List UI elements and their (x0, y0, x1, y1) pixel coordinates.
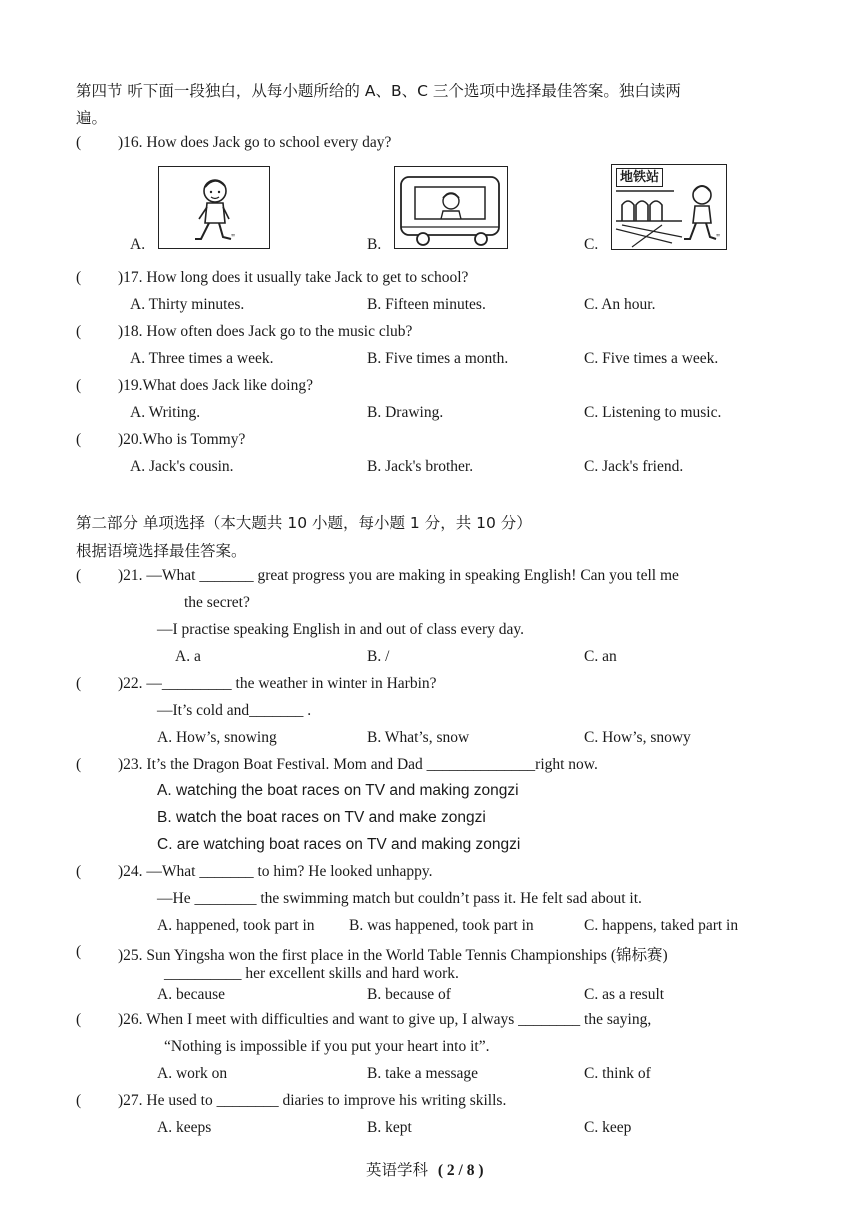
page-number: ( 2 / 8 ) (437, 1162, 484, 1179)
part-instruction: 根据语境选择最佳答案。 (76, 542, 247, 560)
page-footer (366, 1158, 484, 1180)
footer-subject: 英语学科 (366, 1161, 429, 1179)
option-b-label: B. (367, 236, 382, 253)
option-a: A. How’s, snowing (157, 729, 277, 746)
option-c: C. think of (584, 1065, 651, 1082)
answer-paren: ( (76, 377, 82, 394)
option-a: A. keeps (157, 1119, 212, 1136)
question-25: )25. Sun Yingsha won the first place in the World Table Tennis Championships (锦标赛) (118, 947, 668, 964)
answer-paren: ( (76, 1011, 82, 1028)
question-21-reply: —I practise speaking English in and out of class every day. (157, 621, 525, 638)
answer-paren: ( (76, 1092, 82, 1109)
question-26: )26. When I meet with difficulties and want to give up, I always ________ the saying, (118, 1011, 652, 1028)
option-a: A. happened, took part in (157, 917, 315, 934)
walking-boy-picture (158, 166, 270, 249)
question-24-reply: —He ________ the swimming match but couldn’t pass it. He felt sad about it. (157, 890, 642, 907)
option-c: C. Listening to music. (584, 404, 722, 421)
answer-paren: ( (76, 431, 82, 448)
subway-sign: 地铁站 (616, 168, 663, 187)
option-b: B. kept (367, 1119, 412, 1136)
part-heading: 第二部分 单项选择（本大题共 10 小题，每小题 1 分，共 10 分） (76, 514, 532, 532)
answer-paren: ( (76, 269, 82, 286)
option-a: A. Thirty minutes. (130, 296, 245, 313)
question-17: )17. How long does it usually take Jack to get to school? (118, 269, 469, 286)
svg-text:": " (716, 233, 721, 244)
question-18: )18. How often does Jack go to the music club? (118, 323, 413, 340)
answer-paren: ( (76, 756, 82, 773)
question-24: )24. —What _______ to him? He looked unhappy. (118, 863, 433, 880)
question-26-continued: “Nothing is impossible if you put your heart into it”. (164, 1038, 490, 1055)
option-b: B. / (367, 648, 390, 665)
question-21-continued: the secret? (184, 594, 250, 611)
answer-paren: ( (76, 323, 82, 340)
option-a: A. Three times a week. (130, 350, 274, 367)
section-heading: 第四节 听下面一段独白，从每小题所给的 A、B、C 三个选项中选择最佳答案。独白读两 (76, 82, 681, 100)
option-b: B. Five times a month. (367, 350, 509, 367)
option-c: C. How’s, snowy (584, 729, 691, 746)
answer-paren: ( (76, 567, 82, 584)
option-a: A. a (175, 648, 201, 665)
answer-paren: ( (76, 675, 82, 692)
option-b: B. Drawing. (367, 404, 444, 421)
option-c: C. keep (584, 1119, 632, 1136)
question-23: )23. It’s the Dragon Boat Festival. Mom and Dad ______________right now. (118, 756, 598, 773)
option-b: B. What’s, snow (367, 729, 470, 746)
question-25-continued: __________ her excellent skills and hard work. (164, 965, 459, 982)
option-a: A. work on (157, 1065, 228, 1082)
answer-paren: ( (76, 134, 82, 151)
svg-text:": " (231, 233, 236, 244)
option-c: C. Five times a week. (584, 350, 719, 367)
question-19: )19.What does Jack like doing? (118, 377, 313, 394)
question-16: )16. How does Jack go to school every day? (118, 134, 392, 151)
subway-station-picture (611, 164, 727, 250)
question-20: )20.Who is Tommy? (118, 431, 246, 448)
option-c-label: C. (584, 236, 599, 253)
walking-boy-icon (159, 167, 269, 248)
option-a: A. watching the boat races on TV and making zongzi (157, 782, 519, 799)
section-heading-continued: 遍。 (76, 109, 108, 127)
question-27: )27. He used to ________ diaries to improve his writing skills. (118, 1092, 507, 1109)
option-c: C. happens, taked part in (584, 917, 739, 934)
question-21: )21. —What _______ great progress you are making in speaking English! Can you tell me (118, 567, 679, 584)
option-a-label: A. (130, 236, 146, 253)
option-c: C. are watching boat races on TV and making zongzi (157, 836, 521, 853)
option-a: A. Writing. (130, 404, 201, 421)
question-22-reply: —It’s cold and_______ . (157, 702, 312, 719)
option-c: C. Jack's friend. (584, 458, 684, 475)
question-22: )22. —_________ the weather in winter in Harbin? (118, 675, 437, 692)
option-a: A. Jack's cousin. (130, 458, 234, 475)
option-b: B. Fifteen minutes. (367, 296, 486, 313)
option-c: C. an (584, 648, 617, 665)
option-b: B. because of (367, 986, 451, 1003)
option-b: B. was happened, took part in (349, 917, 534, 934)
bus-icon (395, 167, 507, 248)
answer-paren: ( (76, 943, 82, 960)
option-b: B. watch the boat races on TV and make zongzi (157, 809, 486, 826)
option-b: B. Jack's brother. (367, 458, 474, 475)
option-c: C. as a result (584, 986, 665, 1003)
answer-paren: ( (76, 863, 82, 880)
option-a: A. because (157, 986, 225, 1003)
option-c: C. An hour. (584, 296, 656, 313)
option-b: B. take a message (367, 1065, 479, 1082)
bus-picture (394, 166, 508, 249)
